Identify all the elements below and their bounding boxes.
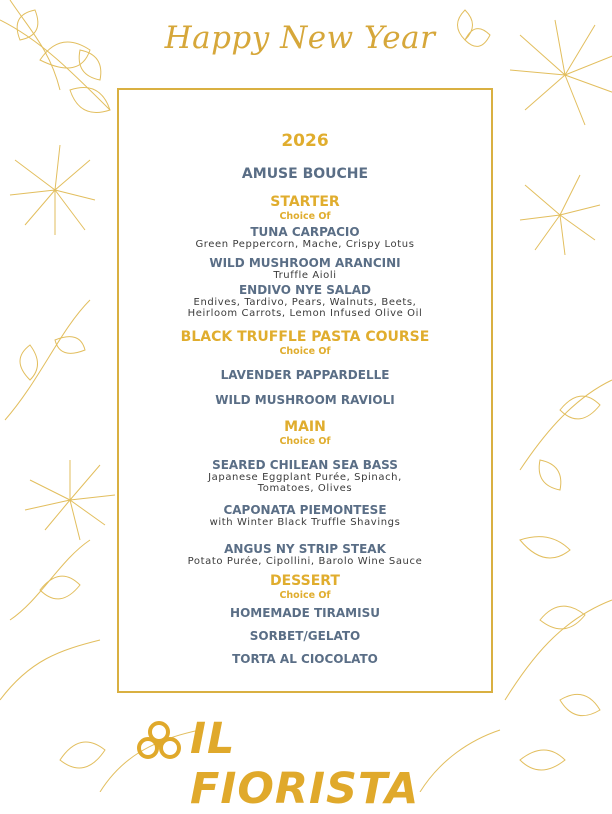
menu-item: SORBET/GELATO xyxy=(249,629,361,643)
menu-item: LAVENDER PAPPARDELLE xyxy=(220,368,390,382)
menu-item: WILD MUSHROOM RAVIOLI xyxy=(215,393,395,407)
amuse-bouche: AMUSE BOUCHE xyxy=(241,166,369,182)
menu-item: ANGUS NY STRIP STEAK xyxy=(224,542,386,556)
choice-label: Choice Of xyxy=(279,346,331,357)
menu-item: CAPONATA PIEMONTESE xyxy=(223,503,387,517)
section-main: MAIN xyxy=(284,419,326,435)
menu-item-desc: with Winter Black Truffle Shavings xyxy=(209,517,401,528)
menu-item-desc: Potato Purée, Cipollini, Barolo Wine Sauce xyxy=(187,556,423,567)
logo-emblem-icon xyxy=(134,716,184,766)
logo-text: IL FIORISTA xyxy=(190,714,420,814)
menu-item: TUNA CARPACIO xyxy=(250,225,360,239)
section-dessert: DESSERT xyxy=(270,573,340,589)
page-title: Happy New Year xyxy=(164,20,436,56)
menu-item: ENDIVO NYE SALAD xyxy=(238,283,372,297)
menu-item-desc: Truffle Aioli xyxy=(273,270,337,281)
menu-item-desc: Heirloom Carrots, Lemon Infused Olive Oil xyxy=(187,308,423,319)
menu-content xyxy=(117,130,493,666)
section-pasta: BLACK TRUFFLE PASTA COURSE xyxy=(180,329,430,345)
section-starter: STARTER xyxy=(270,194,340,210)
menu-item: HOMEMADE TIRAMISU xyxy=(230,606,380,620)
choice-label: Choice Of xyxy=(279,436,331,447)
menu-year: 2026 xyxy=(281,131,329,151)
title-banner xyxy=(156,2,444,74)
choice-label: Choice Of xyxy=(279,590,331,601)
choice-label: Choice Of xyxy=(279,211,331,222)
menu-item-desc: Japanese Eggplant Purée, Spinach, xyxy=(208,472,402,483)
menu-item-desc: Endives, Tardivo, Pears, Walnuts, Beets, xyxy=(193,297,417,308)
menu-item: SEARED CHILEAN SEA BASS xyxy=(212,458,398,472)
menu-item: TORTA AL CIOCOLATO xyxy=(232,652,378,666)
restaurant-logo xyxy=(134,710,464,814)
menu-item-desc: Green Peppercorn, Mache, Crispy Lotus xyxy=(195,239,415,250)
menu-item: WILD MUSHROOM ARANCINI xyxy=(209,256,401,270)
menu-item-desc: Tomatoes, Olives xyxy=(257,483,353,494)
